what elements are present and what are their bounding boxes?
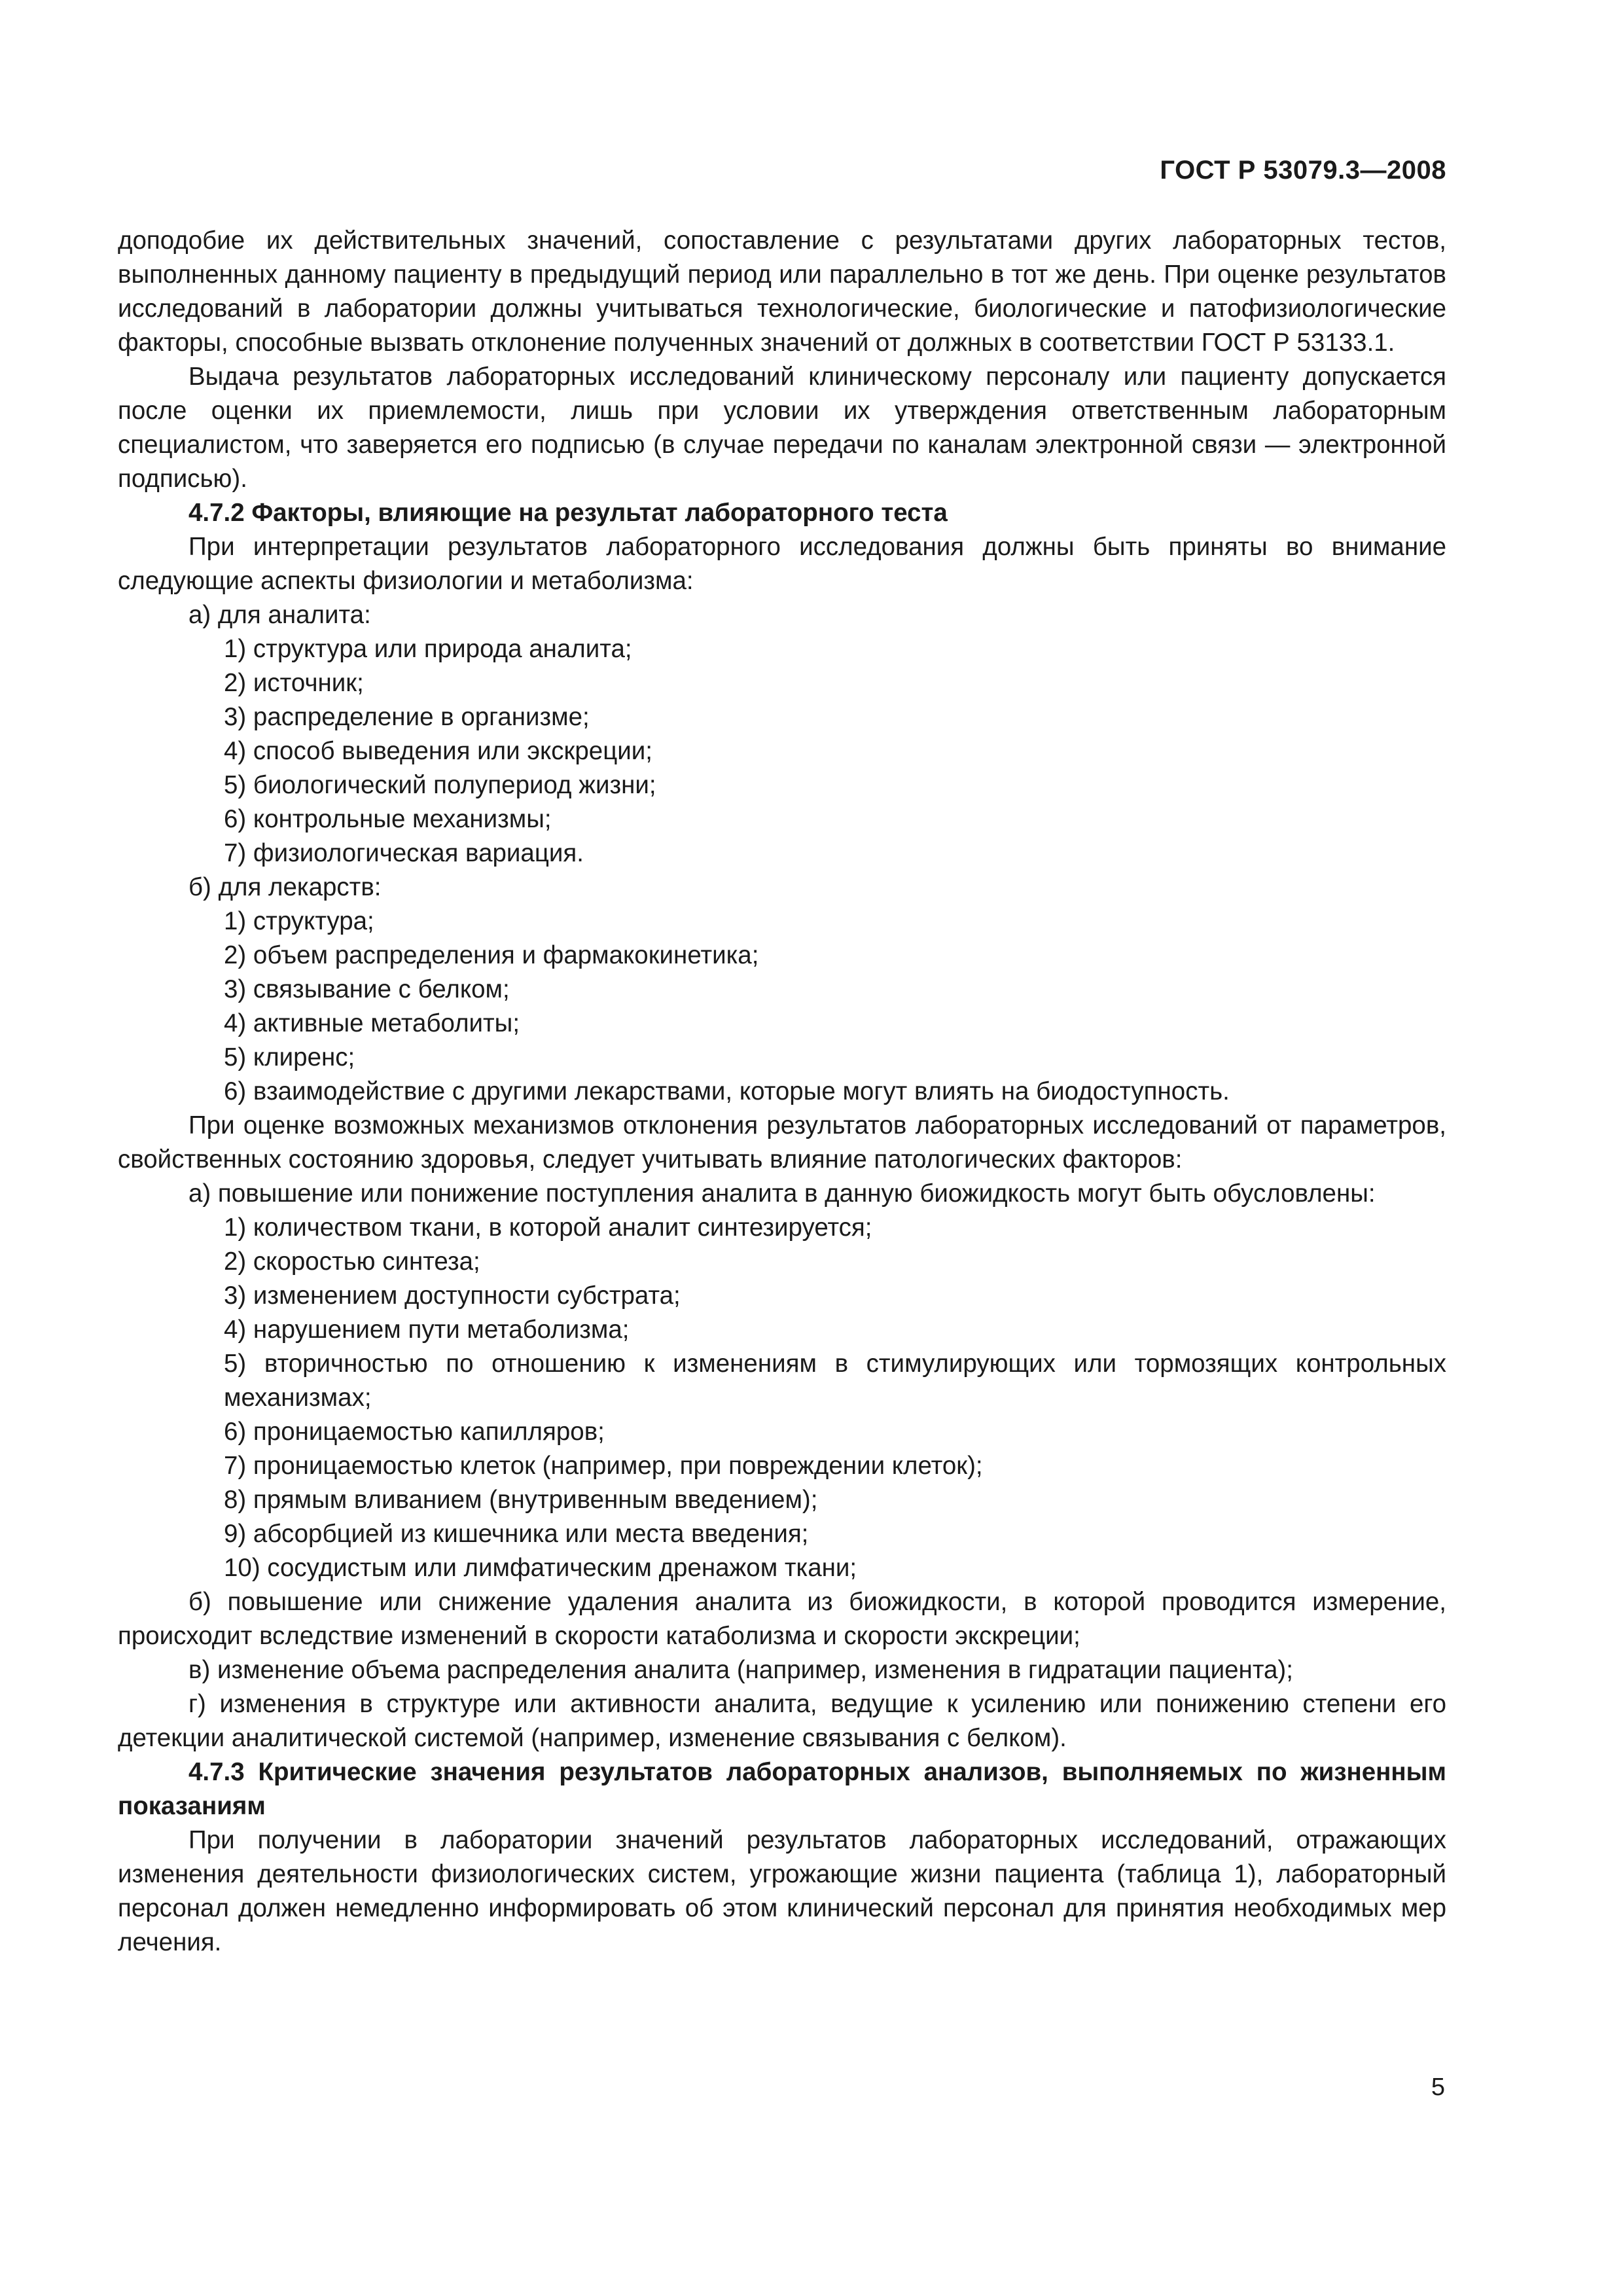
list-item: 7) проницаемостью клеток (например, при повреждении клеток);	[224, 1452, 983, 1480]
list-item: 5) вторичностью по отношению к изменениям в стимулирующих или тормозящих контрольных механизмах;	[224, 1350, 1446, 1412]
list-item: 4) активные метаболиты;	[224, 1009, 520, 1037]
list-item: 3) изменением доступности субстрата;	[224, 1282, 681, 1310]
paragraph-item-g: г) изменения в структуре или активности аналита, ведущие к усилению или понижению степени его детекции аналитической системой (например, изменение связывания с белком).	[118, 1690, 1446, 1752]
list-item: 6) проницаемостью капилляров;	[224, 1418, 605, 1446]
list-item: 7) физиологическая вариация.	[224, 839, 584, 867]
list-label-drugs: б) для лекарств:	[188, 873, 382, 901]
list-item: 9) абсорбцией из кишечника или места введения;	[224, 1520, 809, 1548]
list-item: 6) контрольные механизмы;	[224, 805, 552, 833]
document-header: ГОСТ Р 53079.3—2008	[1160, 156, 1446, 185]
paragraph-results-issuance: Выдача результатов лабораторных исследований клиническому персоналу или пациенту допускается после оценки их приемлемости, лишь при условии их утверждения ответственным лабораторным специалистом, что заверяется его подписью (в случае передачи по каналам электронной связи — электронной подписью).	[118, 363, 1446, 493]
list-item: 4) способ выведения или экскреции;	[224, 737, 652, 765]
section-heading-4-7-2: 4.7.2 Факторы, влияющие на результат лабораторного теста	[188, 499, 948, 527]
paragraph-interpretation: При интерпретации результатов лабораторного исследования должны быть приняты во внимание следующие аспекты физиологии и метаболизма:	[118, 533, 1446, 595]
paragraph-item-b: б) повышение или снижение удаления аналита из биожидкости, в которой проводится измерение, происходит вследствие изменений в скорости катаболизма и скорости экскреции;	[118, 1588, 1446, 1650]
paragraph-critical-values: При получении в лаборатории значений результатов лабораторных исследований, отражающих изменения деятельности физиологических систем, угрожающие жизни пациента (таблица 1), лабораторный персонал должен немедленно информировать об этом клинический персонал для принятия необходимых мер лечения.	[118, 1826, 1446, 1956]
list-item: 2) источник;	[224, 669, 364, 697]
paragraph-item-v: в) изменение объема распределения аналита (например, изменения в гидратации пациента);	[188, 1656, 1293, 1684]
page-number: 5	[1431, 2073, 1445, 2101]
paragraph-pathological-factors: При оценке возможных механизмов отклонения результатов лабораторных исследований от параметров, свойственных состоянию здоровья, следует учитывать влияние патологических факторов:	[118, 1111, 1446, 1174]
list-item: 3) связывание с белком;	[224, 975, 510, 1003]
list-item: 2) скоростью синтеза;	[224, 1247, 480, 1276]
section-heading-4-7-3: 4.7.3 Критические значения результатов лабораторных анализов, выполняемых по жизненным показаниям	[118, 1758, 1446, 1820]
list-label-analyte: а) для аналита:	[188, 601, 371, 629]
list-item: 2) объем распределения и фармакокинетика;	[224, 941, 759, 969]
list-item: 8) прямым вливанием (внутривенным введением);	[224, 1486, 818, 1514]
list-item: 6) взаимодействие с другими лекарствами, которые могут влиять на биодоступность.	[224, 1077, 1230, 1105]
list-item: 10) сосудистым или лимфатическим дренажом ткани;	[224, 1554, 857, 1582]
list-item: 5) биологический полупериод жизни;	[224, 771, 656, 799]
list-item: 5) клиренс;	[224, 1043, 355, 1071]
document-body	[118, 224, 1446, 1960]
paragraph-continuation: доподобие их действительных значений, сопоставление с результатами других лабораторных тестов, выполненных данному пациенту в предыдущий период или параллельно в тот же день. При оценке результатов исследований в лаборатории должны учитываться технологические, биологические и патофизиологические факторы, способные вызвать отклонение полученных значений от должных в соответствии ГОСТ Р 53133.1.	[118, 226, 1446, 357]
list-item: 4) нарушением пути метаболизма;	[224, 1316, 630, 1344]
list-item: 3) распределение в организме;	[224, 703, 590, 731]
list-item: 1) количеством ткани, в которой аналит синтезируется;	[224, 1213, 872, 1242]
paragraph-item-a: а) повышение или понижение поступления аналита в данную биожидкость могут быть обусловлены:	[188, 1179, 1376, 1208]
list-item: 1) структура или природа аналита;	[224, 635, 632, 663]
list-item: 1) структура;	[224, 907, 374, 935]
